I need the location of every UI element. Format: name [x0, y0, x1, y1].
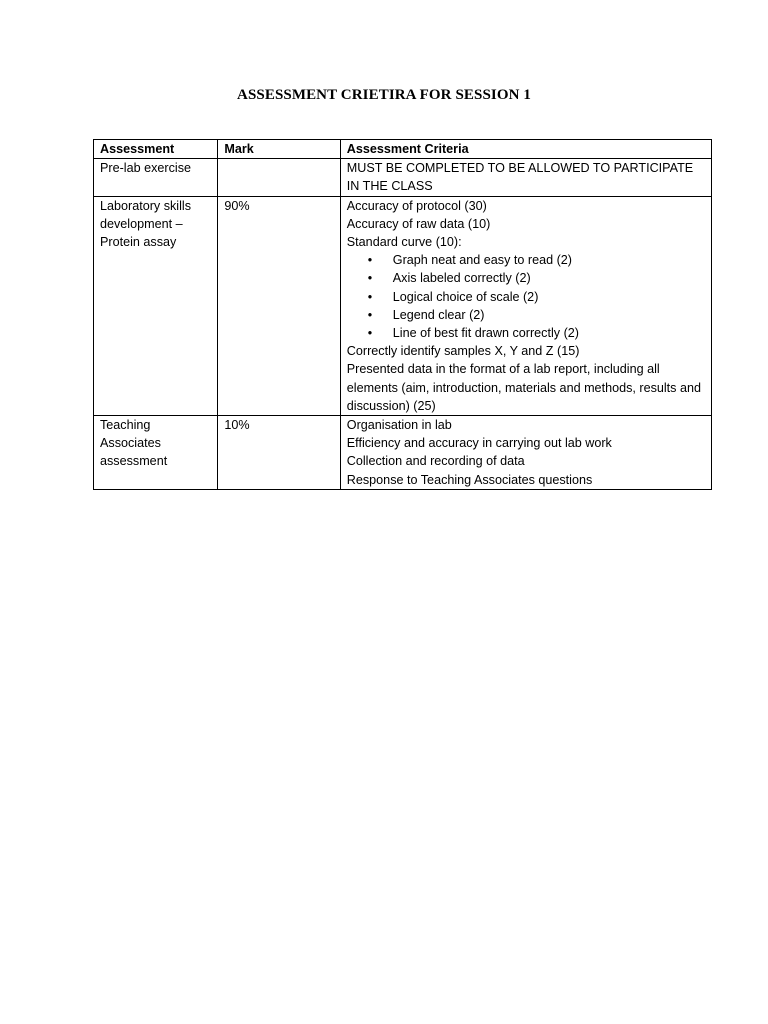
criteria-line: Response to Teaching Associates questions — [346, 472, 593, 487]
criteria-line: Standard curve (10): — [346, 235, 462, 250]
criteria-line: Accuracy of protocol (30) — [346, 198, 487, 213]
criteria-line: Organisation in lab — [346, 418, 452, 433]
bullet-icon: • — [367, 307, 373, 322]
header-mark: Mark — [218, 140, 340, 159]
table-row — [94, 196, 712, 415]
bullet-icon: • — [367, 289, 373, 304]
header-criteria: Assessment Criteria — [340, 140, 711, 159]
table-row — [94, 159, 712, 196]
bullet-icon: • — [367, 253, 373, 268]
list-item — [347, 269, 706, 287]
list-item — [347, 306, 706, 324]
row-criteria — [340, 196, 711, 415]
criteria-line: Collection and recording of data — [346, 454, 525, 469]
row-mark: 10% — [218, 416, 340, 490]
criteria-line: Presented data in the format of a lab report, including all elements (aim, introduction, materials and methods, results and discussion) (25) — [346, 362, 701, 413]
criteria-line: Efficiency and accuracy in carrying out lab work — [346, 436, 612, 451]
list-item-text: Graph neat and easy to read (2) — [392, 253, 573, 268]
criteria-line: Correctly identify samples X, Y and Z (15) — [346, 344, 580, 359]
list-item-text: Legend clear (2) — [392, 307, 485, 322]
row-criteria: MUST BE COMPLETED TO BE ALLOWED TO PARTICIPATE IN THE CLASS — [340, 159, 711, 196]
row-mark — [218, 159, 340, 196]
table-row — [94, 416, 712, 490]
row-assessment: Teaching Associates assessment — [94, 416, 218, 490]
bullet-icon: • — [367, 326, 373, 341]
row-assessment: Laboratory skills development – Protein assay — [94, 196, 218, 415]
assessment-table — [93, 139, 712, 490]
row-assessment: Pre-lab exercise — [94, 159, 218, 196]
list-item — [347, 251, 706, 269]
standard-curve-list — [347, 251, 706, 342]
row-mark: 90% — [218, 196, 340, 415]
list-item-text: Axis labeled correctly (2) — [392, 271, 531, 286]
table-header-row — [94, 140, 712, 159]
document-title: ASSESSMENT CRIETIRA FOR SESSION 1 — [237, 87, 531, 103]
header-assessment: Assessment — [94, 140, 218, 159]
bullet-icon: • — [367, 271, 373, 286]
list-item — [347, 288, 706, 306]
criteria-line: Accuracy of raw data (10) — [346, 216, 491, 231]
list-item — [347, 324, 706, 342]
list-item-text: Line of best fit drawn correctly (2) — [392, 326, 579, 341]
list-item-text: Logical choice of scale (2) — [392, 289, 539, 304]
row-criteria — [340, 416, 711, 490]
